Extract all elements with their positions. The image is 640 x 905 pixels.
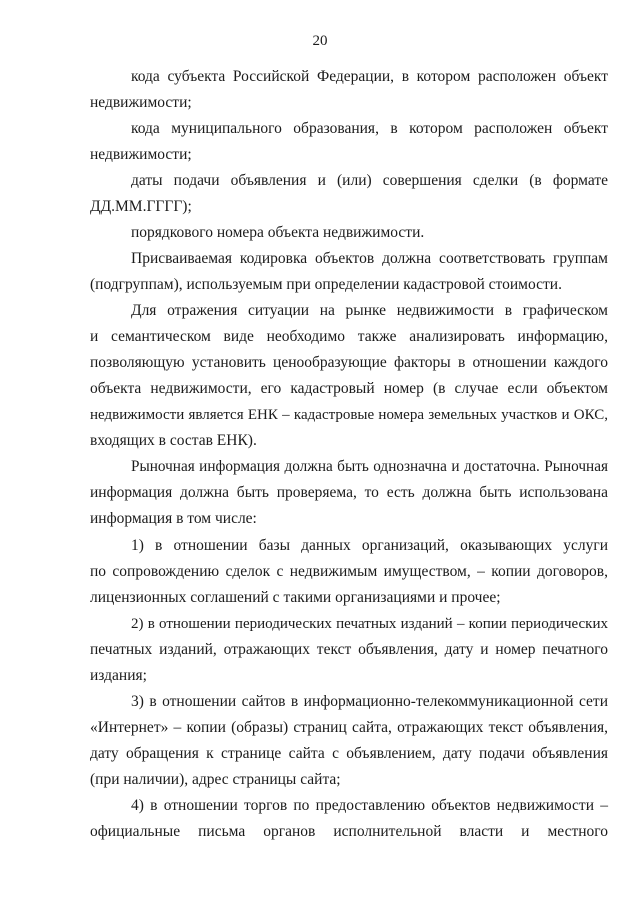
text-line: входящих в состав ЕНК).: [90, 432, 257, 449]
text-line: по сопровождению сделок с недвижимым имуществом, – копии договоров,: [90, 563, 608, 580]
text-line: издания;: [90, 667, 147, 684]
text-line: кода субъекта Российской Федерации, в котором расположен объект: [131, 68, 608, 85]
text-line: информация в том числе:: [90, 510, 257, 527]
text-line: дату обращения к странице сайта с объявлением, дату подачи объявления: [90, 745, 608, 762]
text-line: Для отражения ситуации на рынке недвижимости в графическом: [131, 302, 608, 319]
text-line: позволяющую установить ценообразующие факторы в отношении каждого: [90, 354, 608, 371]
text-line: информация должна быть проверяема, то есть должна быть использована: [90, 484, 608, 501]
text-line: недвижимости является ЕНК – кадастровые номера земельных участков и ОКС,: [90, 407, 608, 423]
text-line: даты подачи объявления и (или) совершения сделки (в формате: [131, 172, 608, 189]
text-line: лицензионных соглашений с такими организациями и прочее;: [90, 589, 501, 606]
text-line: (подгруппам), используемым при определении кадастровой стоимости.: [90, 276, 562, 293]
page-number: 20: [312, 33, 328, 49]
text-line: и семантическом виде необходимо также анализировать информацию,: [90, 328, 608, 345]
text-line: 3) в отношении сайтов в информационно-телекоммуникационной сети: [131, 693, 608, 710]
text-line: недвижимости;: [90, 94, 192, 111]
text-line: 1) в отношении базы данных организаций, оказывающих услуги: [131, 537, 608, 554]
text-line: объекта недвижимости, его кадастровый номер (в случае если объектом: [90, 380, 608, 397]
text-line: 4) в отношении торгов по предоставлению объектов недвижимости –: [131, 797, 608, 814]
text-line: «Интернет» – копии (образы) страниц сайта, отражающих текст объявления,: [90, 719, 608, 736]
text-line: порядкового номера объекта недвижимости.: [131, 224, 425, 241]
text-line: официальные письма органов исполнительной власти и местного: [90, 823, 608, 840]
text-line: Присваиваемая кодировка объектов должна соответствовать группам: [131, 250, 608, 267]
text-line: кода муниципального образования, в котором расположен объект: [131, 120, 608, 137]
text-line: Рыночная информация должна быть однозначна и достаточна. Рыночная: [131, 458, 608, 475]
text-line: ДД.ММ.ГГГГ);: [90, 198, 192, 215]
text-line: недвижимости;: [90, 146, 192, 163]
text-line: 2) в отношении периодических печатных изданий – копии периодических: [131, 616, 608, 632]
text-line: печатных изданий, отражающих текст объявления, дату и номер печатного: [90, 641, 608, 658]
text-line: (при наличии), адрес страницы сайта;: [90, 771, 341, 788]
